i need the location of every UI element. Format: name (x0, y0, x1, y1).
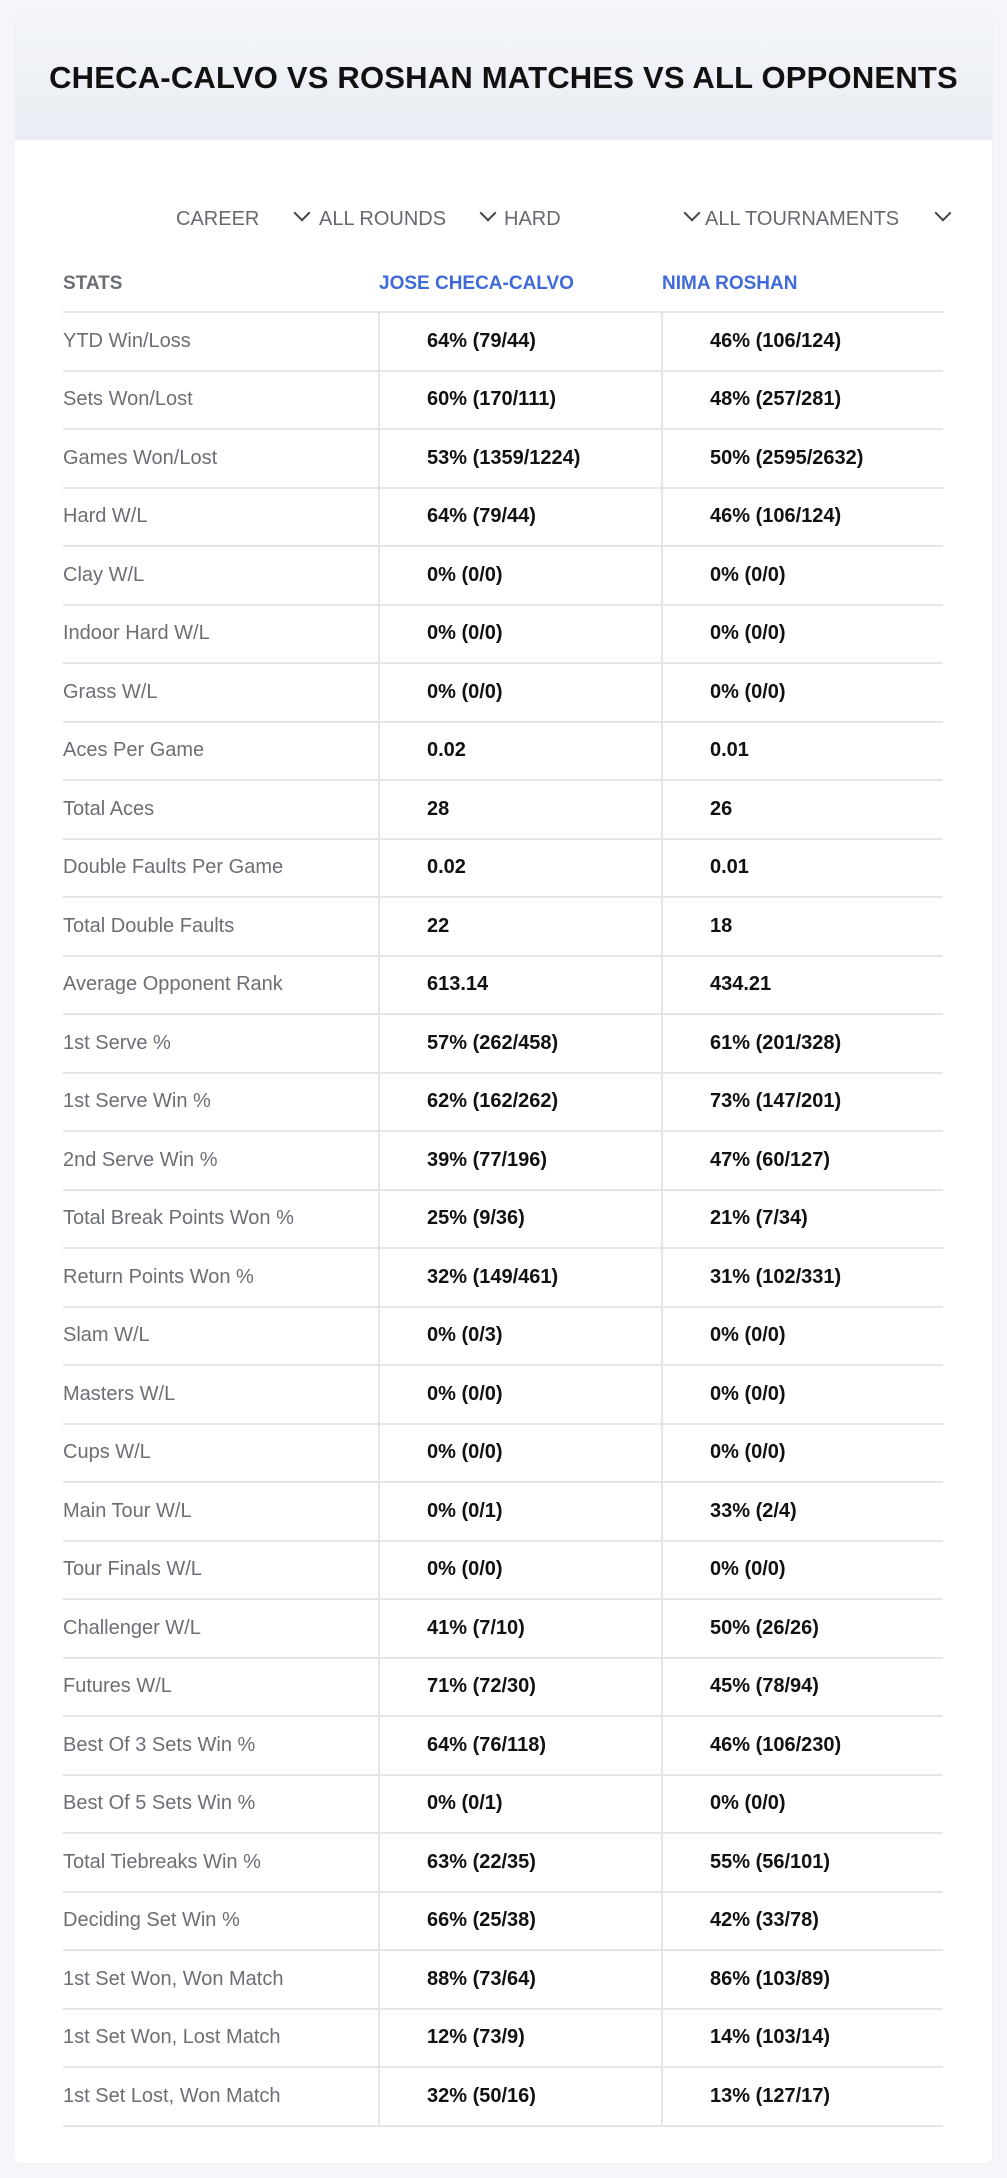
stat-label: Return Points Won % (63, 1265, 254, 1288)
surface-filter[interactable] (504, 193, 704, 245)
player1-link[interactable]: JOSE CHECA-CALVO (379, 273, 574, 294)
stat-label: 1st Set Lost, Won Match (63, 2084, 281, 2107)
player1-stat-value: 0.02 (378, 840, 661, 897)
player1-stat-value: 0% (0/0) (378, 606, 661, 663)
player2-stat-value: 21% (7/34) (661, 1191, 943, 1248)
player2-stat-value: 0% (0/0) (661, 1776, 943, 1833)
player1-stat-value: 39% (77/196) (378, 1132, 661, 1189)
stat-label: Tour Finals W/L (63, 1558, 202, 1581)
chevron-down-icon (935, 205, 952, 222)
player1-stat-value: 41% (7/10) (378, 1600, 661, 1657)
player2-stat-value: 0% (0/0) (661, 1425, 943, 1482)
career-filter-label: CAREER (176, 207, 260, 230)
player2-stat-value: 33% (2/4) (661, 1483, 943, 1540)
player2-stat-value: 0.01 (661, 723, 943, 780)
player1-stat-value: 0% (0/1) (378, 1776, 661, 1833)
stat-label: YTD Win/Loss (63, 329, 191, 352)
player1-stat-value: 28 (378, 781, 661, 838)
table-row (63, 1015, 943, 1074)
table-row (63, 1074, 943, 1133)
player1-stat-value: 66% (25/38) (378, 1893, 661, 1950)
table-row (63, 1600, 943, 1659)
player1-stat-value: 63% (22/35) (378, 1834, 661, 1891)
player1-stat-value: 64% (79/44) (378, 489, 661, 546)
player2-stat-value: 46% (106/230) (661, 1717, 943, 1774)
player2-stat-value: 48% (257/281) (661, 372, 943, 429)
stat-label: Total Double Faults (63, 914, 235, 937)
stat-label: 1st Set Won, Lost Match (63, 2026, 281, 2049)
player2-stat-value: 18 (661, 898, 943, 955)
table-row (63, 2068, 943, 2127)
tournaments-filter-label: ALL TOURNAMENTS (705, 207, 900, 230)
player2-stat-value: 14% (103/14) (661, 2010, 943, 2067)
stat-label: Clay W/L (63, 563, 145, 586)
stat-label: Total Break Points Won % (63, 1207, 294, 1230)
table-row (63, 1191, 943, 1250)
rounds-filter[interactable] (319, 193, 499, 245)
player2-stat-value: 26 (661, 781, 943, 838)
player2-stat-value: 42% (33/78) (661, 1893, 943, 1950)
card-header (15, 15, 992, 140)
player2-stat-value: 0% (0/0) (661, 547, 943, 604)
player1-stat-value: 0% (0/0) (378, 547, 661, 604)
table-row (63, 1717, 943, 1776)
player1-stat-value: 0% (0/0) (378, 1425, 661, 1482)
table-row (63, 606, 943, 665)
player2-stat-value: 86% (103/89) (661, 1951, 943, 2008)
player2-stat-value: 0.01 (661, 840, 943, 897)
player1-stat-value: 53% (1359/1224) (378, 430, 661, 487)
table-row (63, 2010, 943, 2069)
player2-stat-value: 73% (147/201) (661, 1074, 943, 1131)
table-row (63, 898, 943, 957)
player1-stat-value: 64% (79/44) (378, 313, 661, 370)
surface-filter-label: HARD (504, 207, 561, 230)
player2-stat-value: 0% (0/0) (661, 1366, 943, 1423)
stat-label: Grass W/L (63, 680, 158, 703)
player1-stat-value: 64% (76/118) (378, 1717, 661, 1774)
stat-label: Indoor Hard W/L (63, 622, 210, 645)
table-row (63, 1659, 943, 1718)
career-filter[interactable] (176, 193, 316, 245)
stats-card (15, 15, 992, 2163)
table-row (63, 1951, 943, 2010)
player2-stat-value: 50% (26/26) (661, 1600, 943, 1657)
player2-stat-value: 0% (0/0) (661, 1542, 943, 1599)
player2-stat-value: 47% (60/127) (661, 1132, 943, 1189)
player2-stat-value: 55% (56/101) (661, 1834, 943, 1891)
table-header (63, 257, 943, 311)
stats-column-header: STATS (63, 273, 123, 294)
rounds-filter-label: ALL ROUNDS (319, 207, 447, 230)
stat-label: Masters W/L (63, 1382, 176, 1405)
stat-label: Double Faults Per Game (63, 856, 284, 879)
table-row (63, 1132, 943, 1191)
player1-stat-value: 0% (0/3) (378, 1308, 661, 1365)
stat-label: Deciding Set Win % (63, 1909, 240, 1932)
table-row (63, 957, 943, 1016)
page-title: CHECA-CALVO VS ROSHAN MATCHES VS ALL OPPONENTS (49, 59, 958, 95)
player1-stat-value: 32% (50/16) (378, 2068, 661, 2125)
table-row (63, 781, 943, 840)
player1-stat-value: 62% (162/262) (378, 1074, 661, 1131)
table-row (63, 840, 943, 899)
chevron-down-icon (684, 205, 701, 222)
player2-stat-value: 0% (0/0) (661, 606, 943, 663)
table-row (63, 372, 943, 431)
player2-stat-value: 0% (0/0) (661, 1308, 943, 1365)
table-row (63, 1249, 943, 1308)
player2-stat-value: 50% (2595/2632) (661, 430, 943, 487)
player2-stat-value: 46% (106/124) (661, 489, 943, 546)
player1-stat-value: 12% (73/9) (378, 2010, 661, 2067)
player1-stat-value: 0% (0/0) (378, 664, 661, 721)
filter-bar (15, 193, 992, 245)
player2-stat-value: 46% (106/124) (661, 313, 943, 370)
stat-label: 1st Serve % (63, 1031, 171, 1054)
table-row (63, 1893, 943, 1952)
player1-stat-value: 0% (0/0) (378, 1366, 661, 1423)
table-row (63, 1308, 943, 1367)
player1-stat-value: 0% (0/0) (378, 1542, 661, 1599)
stat-label: Slam W/L (63, 1324, 150, 1347)
table-row (63, 489, 943, 548)
player2-stat-value: 13% (127/17) (661, 2068, 943, 2125)
stat-label: Average Opponent Rank (63, 973, 283, 996)
player1-stat-value: 57% (262/458) (378, 1015, 661, 1072)
player1-stat-value: 32% (149/461) (378, 1249, 661, 1306)
table-row (63, 430, 943, 489)
stat-label: Futures W/L (63, 1675, 172, 1698)
player1-stat-value: 0% (0/1) (378, 1483, 661, 1540)
stat-label: Sets Won/Lost (63, 388, 193, 411)
player2-stat-value: 61% (201/328) (661, 1015, 943, 1072)
table-row (63, 1834, 943, 1893)
player2-stat-value: 45% (78/94) (661, 1659, 943, 1716)
stat-label: Aces Per Game (63, 739, 205, 762)
player1-stat-value: 613.14 (378, 957, 661, 1014)
table-row (63, 1542, 943, 1601)
stat-label: 1st Serve Win % (63, 1090, 211, 1113)
player2-stat-value: 434.21 (661, 957, 943, 1014)
stat-label: 1st Set Won, Won Match (63, 1967, 284, 1990)
stat-label: Best Of 3 Sets Win % (63, 1733, 256, 1756)
player2-link[interactable]: NIMA ROSHAN (662, 273, 798, 294)
chevron-down-icon (294, 205, 311, 222)
stats-table (63, 311, 943, 2127)
stat-label: Games Won/Lost (63, 446, 218, 469)
player1-stat-value: 22 (378, 898, 661, 955)
table-row (63, 1366, 943, 1425)
player1-stat-value: 25% (9/36) (378, 1191, 661, 1248)
table-row (63, 547, 943, 606)
stat-label: Main Tour W/L (63, 1499, 192, 1522)
table-row (63, 1483, 943, 1542)
stat-label: Total Tiebreaks Win % (63, 1850, 261, 1873)
table-row (63, 723, 943, 782)
player1-stat-value: 0.02 (378, 723, 661, 780)
table-row (63, 664, 943, 723)
stat-label: Total Aces (63, 797, 155, 820)
tournaments-filter[interactable] (705, 193, 955, 245)
player2-stat-value: 31% (102/331) (661, 1249, 943, 1306)
player1-stat-value: 88% (73/64) (378, 1951, 661, 2008)
stat-label: 2nd Serve Win % (63, 1148, 218, 1171)
table-row (63, 313, 943, 372)
player2-stat-value: 0% (0/0) (661, 664, 943, 721)
table-row (63, 1425, 943, 1484)
player1-stat-value: 71% (72/30) (378, 1659, 661, 1716)
table-row (63, 1776, 943, 1835)
chevron-down-icon (480, 205, 497, 222)
stat-label: Best Of 5 Sets Win % (63, 1792, 256, 1815)
stat-label: Challenger W/L (63, 1616, 201, 1639)
player1-stat-value: 60% (170/111) (378, 372, 661, 429)
stat-label: Cups W/L (63, 1441, 151, 1464)
stat-label: Hard W/L (63, 505, 148, 528)
